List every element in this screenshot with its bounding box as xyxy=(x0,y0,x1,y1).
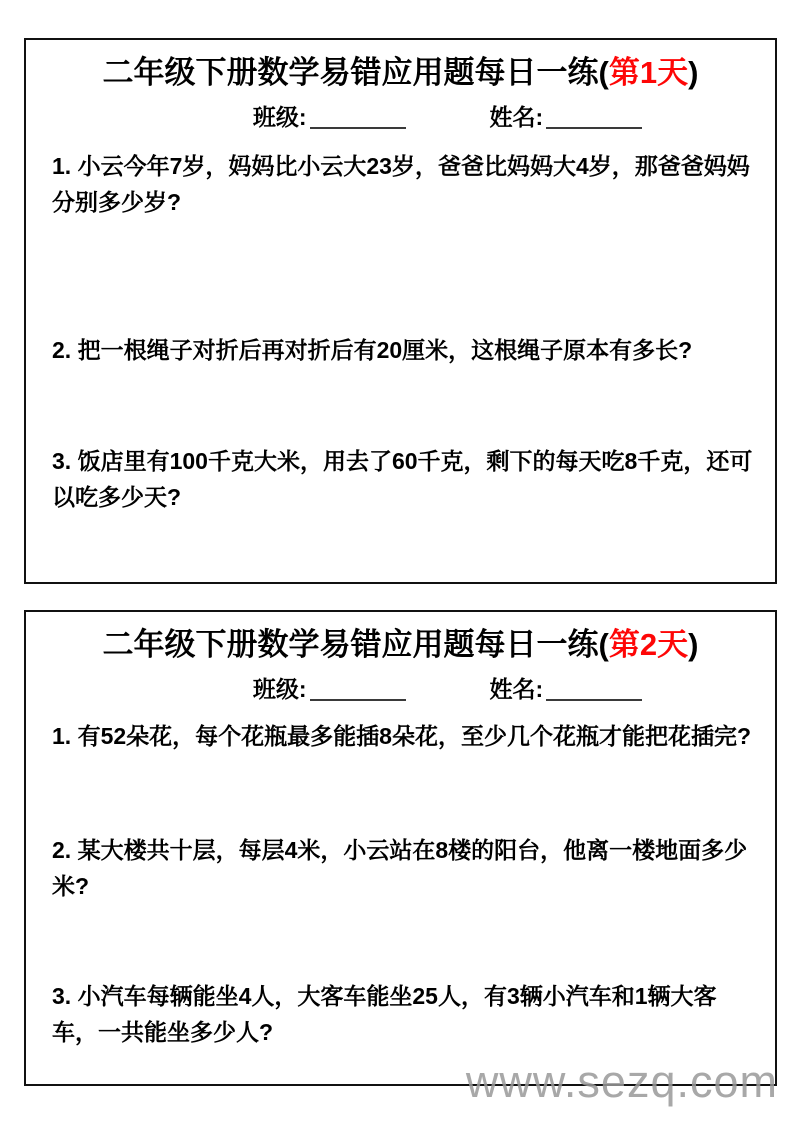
class-field xyxy=(253,674,406,704)
name-label: 姓名: xyxy=(489,676,544,702)
title-day-badge: 第2天 xyxy=(608,627,689,662)
problem-1: 1. 小云今年7岁，妈妈比小云大23岁，爸爸比妈妈大4岁，那爸爸妈妈分别多少岁? xyxy=(52,153,750,215)
worksheet-day-2 xyxy=(24,610,777,1086)
problem-2: 2. 某大楼共十层，每层4米，小云站在8楼的阳台，他离一楼地面多少米? xyxy=(52,837,748,899)
name-blank-line xyxy=(546,107,642,129)
problem-3: 3. 饭店里有100千克大米，用去了60千克，剩下的每天吃8千克，还可以吃多少天? xyxy=(52,448,753,510)
worksheet-day-1 xyxy=(24,38,777,584)
name-field xyxy=(490,674,643,704)
worksheet-title-day-2 xyxy=(26,626,775,664)
title-paren-open: ( xyxy=(598,627,609,662)
title-text: 二年级下册数学易错应用题每日一练 xyxy=(102,627,599,662)
title-paren-close: ) xyxy=(688,55,699,90)
title-paren-open: ( xyxy=(598,55,609,90)
student-info-row xyxy=(73,102,800,132)
class-label: 班级: xyxy=(252,104,307,130)
problem-1: 1. 有52朵花，每个花瓶最多能插8朵花，至少几个花瓶才能把花插完? xyxy=(52,723,751,749)
class-blank-line xyxy=(310,107,406,129)
name-blank-line xyxy=(546,679,642,701)
watermark: www.sezq.com xyxy=(465,1056,778,1107)
problem-3: 3. 小汽车每辆能坐4人，大客车能坐25人，有3辆小汽车和1辆大客车，一共能坐多少人? xyxy=(52,983,717,1045)
title-day-badge: 第1天 xyxy=(608,55,689,90)
student-info-row xyxy=(73,674,800,704)
problem-2: 2. 把一根绳子对折后再对折后有20厘米，这根绳子原本有多长? xyxy=(52,337,693,363)
title-text: 二年级下册数学易错应用题每日一练 xyxy=(102,55,599,90)
name-field xyxy=(490,102,643,132)
title-paren-close: ) xyxy=(688,627,699,662)
class-blank-line xyxy=(310,679,406,701)
worksheet-title-day-1 xyxy=(26,54,775,92)
name-label: 姓名: xyxy=(489,104,544,130)
class-field xyxy=(253,102,406,132)
class-label: 班级: xyxy=(252,676,307,702)
